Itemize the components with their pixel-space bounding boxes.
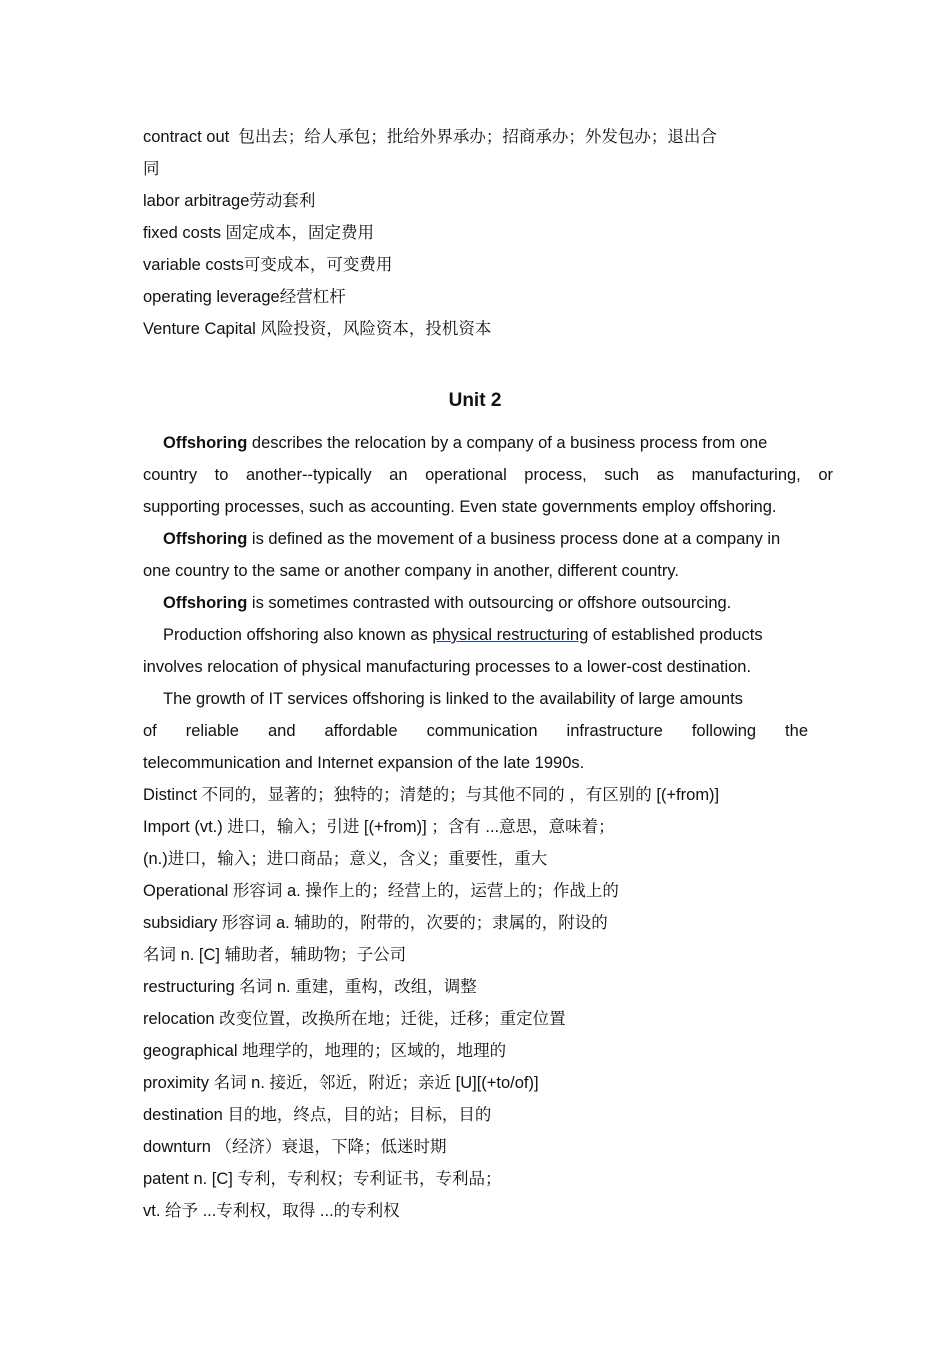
bold-term: Offshoring <box>163 434 248 452</box>
glossary-line: contract out 包出去；给人承包；批给外界承办；招商承办；外发包办；退出合 <box>143 128 717 146</box>
body-text <box>143 427 833 779</box>
physical-restructuring-link[interactable]: physical restructuring <box>432 626 589 644</box>
glossary-line: fixed costs 固定成本，固定费用 <box>143 224 375 242</box>
paragraph-line: The growth of IT services offshoring is linked to the availability of large amounts <box>163 690 743 708</box>
vocab-line: Operational 形容词 a. 操作上的；经营上的，运营上的；作战上的 <box>143 882 619 900</box>
unit-heading: Unit 2 <box>448 390 502 411</box>
glossary-line: 同 <box>143 160 160 178</box>
vocab-line: destination 目的地，终点，目的站；目标，目的 <box>143 1106 492 1124</box>
paragraph-line: of reliable and affordable communication infrastructure following the <box>143 722 808 740</box>
glossary-line: operating leverage经营杠杆 <box>143 288 346 306</box>
bold-term: Offshoring <box>163 530 248 548</box>
vocab-line: (n.)进口，输入；进口商品；意义，含义；重要性，重大 <box>143 850 548 868</box>
paragraph-line: telecommunication and Internet expansion of the late 1990s. <box>143 754 585 772</box>
vocab-line: patent n. [C] 专利，专利权；专利证书，专利品； <box>143 1170 502 1188</box>
paragraph-line: involves relocation of physical manufacturing processes to a lower-cost destination. <box>143 658 752 676</box>
vocab-line: geographical 地理学的，地理的；区域的，地理的 <box>143 1042 507 1060</box>
vocab-line: proximity 名词 n. 接近，邻近，附近；亲近 [U][(+to/of)] <box>143 1074 539 1092</box>
glossary-line: Venture Capital 风险投资，风险资本，投机资本 <box>143 320 492 338</box>
paragraph-line: Production offshoring also known as physical restructuring of established products <box>163 626 763 644</box>
paragraph-line: supporting processes, such as accounting. Even state governments employ offshoring. <box>143 498 777 516</box>
paragraph-line: country to another--typically an operational process, such as manufacturing, or <box>143 466 833 484</box>
vocab-line: Distinct 不同的，显著的；独特的；清楚的；与其他不同的 ，有区别的 [(+from)] <box>143 786 720 804</box>
bold-term: Offshoring <box>163 594 248 612</box>
top-glossary <box>143 121 833 345</box>
glossary-line: labor arbitrage劳动套利 <box>143 192 316 210</box>
vocab-line: vt. 给予 ...专利权，取得 ...的专利权 <box>143 1202 400 1220</box>
paragraph-line: Offshoring is sometimes contrasted with outsourcing or offshore outsourcing. <box>163 594 732 612</box>
glossary-line: variable costs可变成本，可变费用 <box>143 256 393 274</box>
vocab-line: restructuring 名词 n. 重建，重构，改组，调整 <box>143 978 477 996</box>
paragraph-line: Offshoring describes the relocation by a company of a business process from one <box>163 434 768 452</box>
vocab-line: 名词 n. [C] 辅助者，辅助物；子公司 <box>143 946 407 964</box>
vocab-line: Import (vt.) 进口，输入；引进 [(+from)] ；含有 ...意思，意味着； <box>143 818 615 836</box>
vocab-line: subsidiary 形容词 a. 辅助的，附带的，次要的；隶属的，附设的 <box>143 914 608 932</box>
vocab-line: relocation 改变位置，改换所在地；迁徙，迁移；重定位置 <box>143 1010 566 1028</box>
vocab-list <box>143 779 833 1227</box>
vocab-line: downturn （经济）衰退，下降；低迷时期 <box>143 1138 447 1156</box>
paragraph-line: Offshoring is defined as the movement of a business process done at a company in <box>163 530 781 548</box>
paragraph-line: one country to the same or another company in another, different country. <box>143 562 679 580</box>
